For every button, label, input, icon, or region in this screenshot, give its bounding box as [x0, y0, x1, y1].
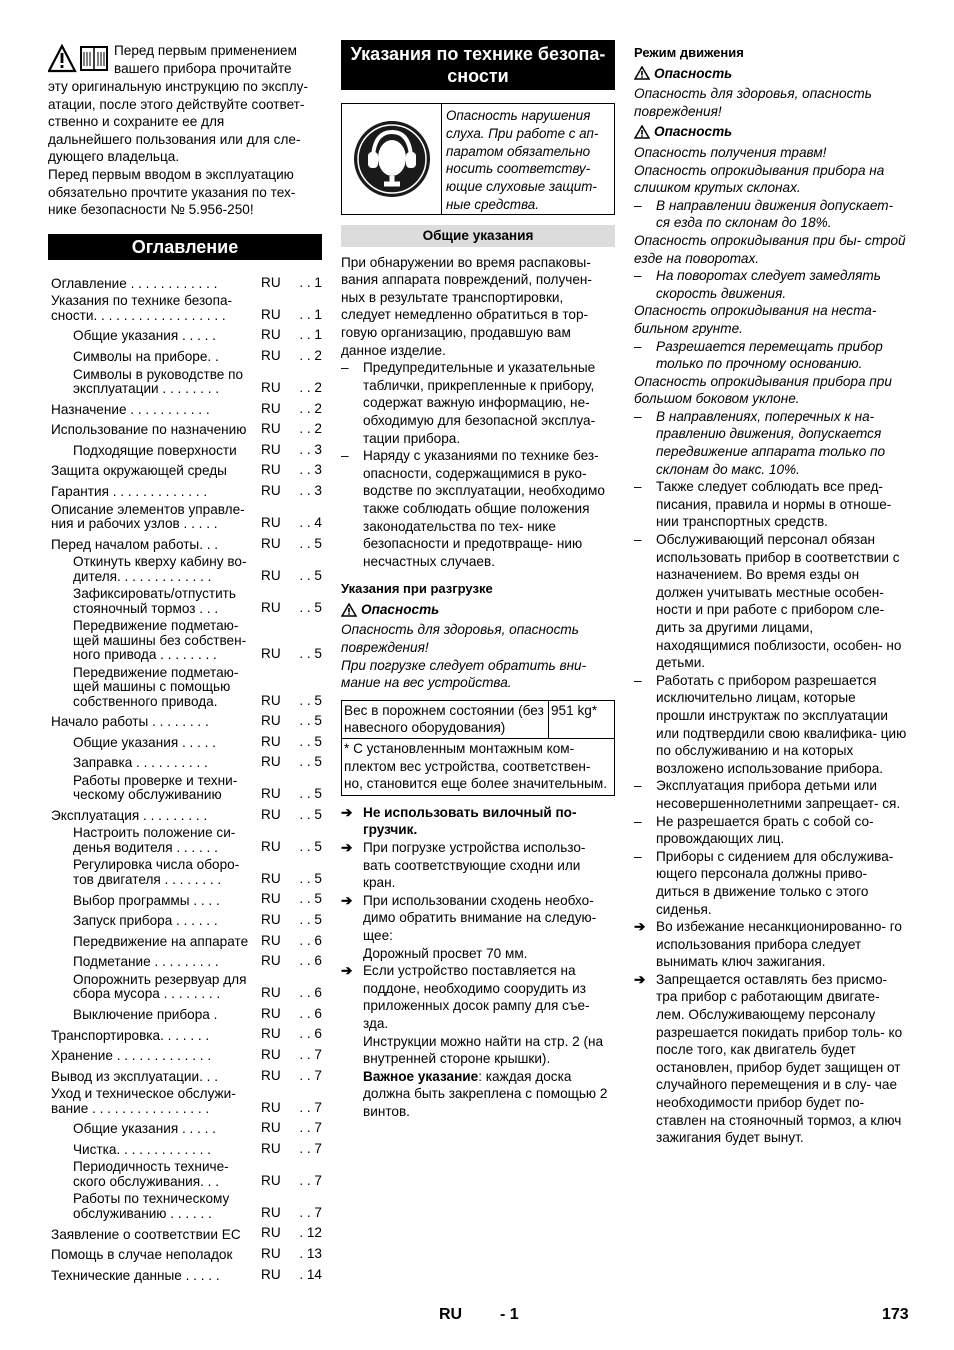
toc-entry[interactable] — [48, 909, 322, 930]
toc-entry-page: . . 7 — [299, 1120, 322, 1136]
toc-entry-page: . . 6 — [299, 953, 322, 969]
toc-entry-lang: RU — [261, 870, 281, 886]
toc-entry-title: Вывод из эксплуатации. . . — [51, 1068, 219, 1084]
toc-entry-page: . . 5 — [299, 806, 322, 822]
toc-entry-lang: RU — [261, 1026, 281, 1042]
toc-entry-lang: RU — [261, 806, 281, 822]
danger-label: Опасность — [634, 65, 908, 83]
toc-entry[interactable] — [48, 856, 322, 888]
toc-entry[interactable] — [48, 950, 322, 971]
toc-entry-lang: RU — [261, 462, 281, 478]
toc-entry-lang: RU — [261, 1047, 281, 1063]
toc-entry[interactable] — [48, 1222, 322, 1243]
toc-entry[interactable] — [48, 731, 322, 752]
toc-entry-title: Работы по техническому обслуживанию . . . . . . — [73, 1191, 230, 1221]
weight-table — [341, 700, 615, 796]
unload-heading: Указания при разгрузке — [341, 581, 493, 597]
toc-entry-title: Символы на приборе. . — [73, 349, 219, 365]
toc-entry-title: Настроить положение си- денья водителя . . . . . . — [73, 825, 236, 855]
toc-entry[interactable] — [48, 1044, 322, 1065]
toc-entry-title: Общие указания . . . . . — [73, 328, 216, 344]
toc-entry-page: . . 5 — [299, 713, 322, 729]
intro-line: обязательно прочтите указания по тех- — [48, 184, 296, 200]
warning-triangle-icon — [48, 44, 110, 74]
rules-list — [634, 408, 908, 918]
toc-entry-page: . . 4 — [299, 514, 322, 530]
list-item: – Работать с прибором разрешается исключительно лицам, которые прошли инструктаж по эксплуатации или подтвердили свою квалифика- цию по обслуживанию и на которых возложено использование прибора. — [634, 672, 907, 776]
toc-entry-page: . . 6 — [299, 1026, 322, 1042]
intro-block — [48, 42, 322, 219]
toc-entry[interactable] — [48, 272, 322, 293]
toc-entry-lang: RU — [261, 1246, 281, 1261]
toc-entry[interactable] — [48, 585, 322, 617]
toc-entry[interactable] — [48, 1264, 322, 1285]
list-item: – Не разрешается брать с собой со- провождающих лиц. — [634, 813, 874, 847]
toc-entry-page: . . 2 — [299, 421, 322, 437]
turn-list — [634, 267, 908, 302]
general-intro: При обнаружении во время распаковы- вания аппарата повреждений, получен- ных в результате транспортировки, следует немедленно обратиться в тор- говую организацию, продавшую вам данное изделие. — [341, 254, 592, 358]
toc-entry-title: Эксплуатация . . . . . . . . . — [51, 807, 208, 823]
toc-entry-page: . . 1 — [299, 327, 322, 343]
toc-entry-page: . . 2 — [299, 379, 322, 395]
intro-line: эту оригинальную инструкцию по эксплу- — [48, 79, 308, 94]
intro-line: дальнейшего пользования или для сле- — [48, 131, 301, 147]
toc-entry[interactable] — [48, 1023, 322, 1044]
unload-steps — [341, 804, 615, 1121]
toc-entry-page: . . 1 — [299, 274, 322, 290]
toc-entry-page: . . 5 — [299, 912, 322, 928]
toc-entry-lang: RU — [261, 1225, 281, 1241]
unload-note: При погрузке следует обратить вни- мание на вес устройства. — [341, 657, 587, 691]
general-heading: Общие указания — [341, 225, 615, 247]
toc-entry[interactable] — [48, 459, 322, 480]
toc-entry[interactable] — [48, 1003, 322, 1024]
toc-entry-lang: RU — [261, 482, 281, 498]
toc-entry-title: Хранение . . . . . . . . . . . . . — [51, 1048, 212, 1064]
driving-danger2-line: Опасность опрокидывания прибора на слишком крутых склонах. — [634, 162, 885, 196]
toc-entry-title: Опорожнить резервуар для сбора мусора . . . . . . . . — [73, 971, 247, 1002]
toc-entry-lang: RU — [261, 535, 281, 551]
toc-entry-title: Уход и техническое обслужи- вание . . . . . . . . . . . . . . . . — [51, 1086, 236, 1116]
toc-entry[interactable] — [48, 533, 322, 554]
toc-entry-title: Подметание . . . . . . . . . — [73, 954, 219, 970]
toc-entry[interactable] — [48, 617, 322, 664]
ear-protection-icon — [342, 104, 442, 214]
toc-entry-lang: RU — [261, 953, 281, 969]
safety-heading — [341, 40, 615, 90]
toc-entry[interactable] — [48, 1117, 322, 1138]
intro-line: дующего владельца. — [48, 149, 180, 165]
toc-entry[interactable] — [48, 553, 322, 585]
toc-entry-title: Чистка. . . . . . . . . . . . . — [73, 1141, 211, 1157]
toc-entry-page: . . 3 — [299, 441, 322, 457]
important-note: Важное указание: каждая доска должна быть закреплена с помощью 2 винтов. — [363, 1068, 608, 1119]
toc-entry-lang: RU — [261, 1005, 281, 1021]
instructions-ref: Инструкции можно найти на стр. 2 (на внутренней стороне крышки). — [363, 1033, 604, 1067]
intro-line: атации, после этого действуйте соответ- — [48, 96, 305, 112]
toc-entry-title: Помощь в случае неполадок — [51, 1247, 233, 1263]
toc-entry[interactable] — [48, 324, 322, 345]
toc-entry-page: . . 6 — [299, 1005, 322, 1021]
toc-entry[interactable] — [48, 664, 322, 711]
toc-entry-page: . . 7 — [299, 1204, 322, 1220]
weight-value: 951 kg* — [551, 702, 598, 718]
toc-entry-title: Откинуть кверху кабину во- дителя. . . . . . . . . . . . . — [73, 554, 247, 584]
toc-entry-title: Регулировка числа оборо- тов двигателя . . . . . . . . — [73, 857, 240, 887]
hearing-warning-text: Опасность нарушения слуха. При работе с ап- паратом обязательно носить соответству- ющие слуховые защит- ные средства. — [446, 108, 599, 212]
toc-entry-title: Начало работы . . . . . . . . — [51, 714, 209, 730]
weight-note: * С установленным монтажным ком- плектом вес устройства, соответствен- но, становится еще более значительным. — [344, 741, 608, 792]
list-item: ➔ Запрещается оставлять без присмо- тра прибор с работающим двигате- лем. Обслуживающему персоналу разрешается покидать прибор толь- ко после того, как двигатель будет остановлен, прибор будет защищен от случайного перемещения и в слу- чае необходимости прибор будет по- ставлен на стояночный тормоз, а ключ зажигания будет вынут. — [634, 971, 903, 1146]
toc-entry-lang: RU — [261, 786, 281, 802]
intro-line: ственно и сохраните ее для — [48, 114, 225, 130]
list-item: – Также следует соблюдать все пред- писания, правила и нормы в отноше- нии транспортных средств. — [634, 479, 892, 530]
toc-entry[interactable] — [48, 439, 322, 460]
left-column — [48, 40, 322, 1284]
general-list — [341, 359, 615, 570]
toc-entry-title: Передвижение подметаю- щей машины с помощью собственного привода. — [73, 664, 239, 709]
list-item: – Разрешается перемещать прибор только по прочному основанию. — [634, 338, 883, 372]
toc-entry-page: . . 5 — [299, 786, 322, 802]
side-danger: Опасность опрокидывания прибора при большом боковом уклоне. — [634, 373, 892, 407]
toc-entry-title: Работы проверке и техни- ческому обслуживанию — [73, 772, 238, 803]
list-item: – Предупредительные и указательные таблички, прикрепленные к прибору, содержат важную информацию, не- обходимую для безопасной эксплуа- тации прибора. — [341, 360, 596, 446]
toc-entry-page: . . 6 — [299, 932, 322, 948]
toc-entry-title: Периодичность техниче- ского обслуживания. . . — [73, 1159, 229, 1189]
toc-entry-lang: RU — [261, 646, 281, 661]
toc-entry[interactable] — [48, 1065, 322, 1086]
toc-entry-lang: RU — [261, 1172, 281, 1188]
danger-label: Опасность — [634, 123, 908, 141]
toc-entry-page: . . 5 — [299, 754, 322, 770]
toc-entry-lang: RU — [261, 932, 281, 948]
toc-entry-page: . . 3 — [299, 462, 322, 478]
toc-entry-page: . . 6 — [299, 985, 322, 1001]
toc-entry-title: Назначение . . . . . . . . . . . — [51, 401, 210, 417]
list-item: ➔ Если устройство поставляется на поддоне, необходимо соорудить из приложенных досок рампу для съе- зда. — [341, 963, 590, 1031]
toc-entry-lang: RU — [261, 347, 281, 363]
toc-entry-title: Зафиксировать/отпустить стояночный тормоз . . . — [73, 586, 236, 616]
turn-danger: Опасность опрокидывания при бы- строй езде на поворотах. — [634, 232, 906, 266]
toc-entry-title: Оглавление . . . . . . . . . . . . — [51, 275, 218, 291]
safety-heading-line1: Указания по технике безопа- — [350, 44, 606, 64]
toc-entry-lang: RU — [261, 891, 281, 907]
intro-line: вашего прибора прочитайте — [114, 60, 292, 76]
toc-entry[interactable] — [48, 366, 322, 398]
ground-danger: Опасность опрокидывания на неста- бильном грунте. — [634, 303, 877, 336]
toc-entry-lang: RU — [261, 1067, 281, 1083]
toc-entry-title: Описание элементов управле- ния и рабочих узлов . . . . . — [51, 501, 245, 531]
toc-heading: Оглавление — [48, 234, 322, 260]
driving-danger1-text: Опасность для здоровья, опасность повреждения! — [634, 86, 872, 119]
toc-entry-page: . 12 — [299, 1225, 322, 1241]
toc-entry-title: Передвижение подметаю- щей машины без собствен- ного привода . . . . . . . . — [73, 618, 247, 663]
toc-entry-title: Транспортировка. . . . . . . — [51, 1027, 210, 1043]
toc-entry[interactable] — [48, 971, 322, 1003]
toc-entry-title: Использование по назначению — [51, 422, 247, 438]
list-item: ➔ Не использовать вилочный по- грузчик. — [341, 804, 577, 838]
toc-entry-page: . . 7 — [299, 1172, 322, 1188]
weight-label: Вес в порожнем состоянии (без навесного оборудования) — [342, 701, 549, 738]
toc-entry-lang: RU — [261, 692, 281, 708]
toc-entry[interactable] — [48, 418, 322, 439]
toc-entry-lang: RU — [261, 421, 281, 437]
middle-column — [341, 40, 615, 1121]
toc-entry[interactable] — [48, 501, 322, 533]
toc-entry-lang: RU — [261, 985, 281, 1001]
driving-danger2-line: Опасность получения травм! — [634, 144, 827, 160]
toc-entry-page: . . 5 — [299, 599, 322, 615]
toc-entry-lang: RU — [261, 379, 281, 395]
list-item: – Наряду с указаниями по технике без- опасности, содержащимися в руко- водстве по эксплуатации, необходимо также соблюдать общие положения законодательства по тех- нике безопасности и предотвраще- нию несчастных случаев. — [341, 448, 605, 569]
list-item: – Обслуживающий персонал обязан использовать прибор в соответствии с назначением. Во время езды он должен учитывать местные особен- ности и при работе с прибором сле- дить за другими лицами, находящимися поблизости, особен- но детьми. — [634, 532, 902, 671]
toc-entry-lang: RU — [261, 599, 281, 615]
toc-entry-title: Подходящие поверхности — [73, 442, 237, 458]
danger-label: Опасность — [341, 601, 615, 619]
intro-line: Перед первым применением — [114, 43, 297, 58]
toc-entry-page: . 13 — [299, 1246, 322, 1261]
manual-book-icon — [81, 47, 107, 70]
toc-entry-title: Символы в руководстве по эксплуатации . . . . . . . . — [73, 366, 244, 397]
list-item: ➔ Во избежание несанкционированно- го использования прибора следует вынимать ключ зажигания. — [634, 919, 902, 970]
toc-entry-lang: RU — [261, 441, 281, 457]
toc-entry-page: . . 3 — [299, 482, 322, 498]
toc-entry-page: . . 5 — [299, 692, 322, 708]
toc-entry-lang: RU — [261, 1120, 281, 1136]
safety-heading-line2: сности — [447, 66, 509, 86]
toc-entry-title: Заявление о соответствии ЕС — [51, 1226, 241, 1242]
right-column — [634, 40, 908, 1147]
intro-line: нике безопасности № 5.956-250! — [48, 202, 254, 218]
toc-entry-lang: RU — [261, 1266, 281, 1282]
toc-entry-page: . . 2 — [299, 347, 322, 363]
toc-entry-lang: RU — [261, 400, 281, 416]
toc-entry-lang: RU — [261, 1140, 281, 1156]
toc-entry-page: . . 5 — [299, 733, 322, 749]
toc-entry-lang: RU — [261, 838, 281, 854]
toc-entry-lang: RU — [261, 1099, 281, 1115]
toc-entry[interactable] — [48, 804, 322, 825]
toc-entry-lang: RU — [261, 274, 281, 290]
toc-entry-lang: RU — [261, 514, 281, 530]
toc-entry-page: . . 5 — [299, 870, 322, 886]
toc-entry-title: Передвижение на аппарате — [73, 933, 249, 949]
toc-entry-page: . . 1 — [299, 306, 322, 322]
footer-section-page: - 1 — [500, 1306, 519, 1323]
toc-entry-title: Общие указания . . . . . — [73, 1121, 216, 1137]
toc-entry-page: . . 5 — [299, 838, 322, 854]
list-item: – В направлениях, поперечных к на- правлению движения, допускается передвижение аппарата только по склонам до макс. 10%. — [634, 408, 886, 477]
toc-entry-lang: RU — [261, 1204, 281, 1220]
toc-entry-title: Технические данные . . . . . — [51, 1267, 220, 1283]
toc-entry[interactable] — [48, 398, 322, 419]
toc-entry-lang: RU — [261, 713, 281, 729]
toc-entry-page: . . 7 — [299, 1067, 322, 1083]
toc-entry-page: . . 5 — [299, 535, 322, 551]
driving-heading: Режим движения — [634, 45, 744, 60]
toc-entry-page: . . 5 — [299, 891, 322, 907]
toc-entry-title: Указания по технике безопа- сности. . . . . . . . . . . . . . . . . . — [51, 293, 233, 323]
ground-list — [634, 338, 908, 373]
toc-entry[interactable] — [48, 480, 322, 501]
toc-entry[interactable] — [48, 1085, 322, 1117]
toc-entry-title: Общие указания . . . . . — [73, 734, 216, 750]
toc-entry-title: Гарантия . . . . . . . . . . . . . — [51, 484, 208, 499]
toc-entry[interactable] — [48, 292, 322, 324]
warning-triangle-icon — [634, 66, 650, 80]
toc-entry-lang: RU — [261, 912, 281, 928]
unload-danger-text: Опасность для здоровья, опасность повреждения! — [341, 622, 579, 656]
toc-entry-title: Выключение прибора . — [73, 1006, 218, 1022]
toc-entry[interactable] — [48, 1138, 322, 1159]
toc-entry-title: Защита окружающей среды — [51, 463, 227, 479]
hearing-warning-box — [341, 103, 615, 215]
toc-entry[interactable] — [48, 1158, 322, 1190]
toc-entry-lang: RU — [261, 733, 281, 749]
toc-entry-page: . . 5 — [299, 567, 322, 583]
toc-entry[interactable] — [48, 1190, 322, 1222]
toc-entry-lang: RU — [261, 567, 281, 583]
warning-triangle-icon — [341, 603, 357, 617]
toc-entry-title: Перед началом работы. . . — [51, 536, 219, 552]
toc-entry-lang: RU — [261, 754, 281, 770]
intro-line: Перед первым вводом в эксплуатацию — [48, 166, 294, 182]
slope-list — [634, 197, 908, 232]
list-item: – Приборы с сидением для обслужива- ющего персонала должны приво- диться в движение только с этого сиденья. — [634, 848, 894, 917]
toc-entry[interactable] — [48, 710, 322, 731]
clearance-text: Дорожный просвет 70 мм. — [363, 945, 528, 961]
toc-entry-page: . . 7 — [299, 1047, 322, 1063]
toc-entry[interactable] — [48, 888, 322, 909]
driving-arrow-list — [634, 918, 908, 1147]
toc-entry-lang: RU — [261, 327, 281, 343]
toc-entry-page: . . 7 — [299, 1099, 322, 1115]
table-of-contents — [48, 272, 322, 1284]
toc-entry-title: Запуск прибора . . . . . . — [73, 913, 218, 929]
warning-triangle-icon — [634, 125, 650, 139]
toc-entry-title: Выбор программы . . . . — [73, 892, 220, 908]
toc-entry[interactable] — [48, 772, 322, 804]
toc-entry-page: . . 7 — [299, 1140, 322, 1156]
list-item: ➔ При использовании сходень необхо- димо обратить внимание на следую- щее: — [341, 892, 597, 943]
toc-entry-page: . . 2 — [299, 400, 322, 416]
footer-page-number: 173 — [882, 1306, 909, 1323]
list-item: – Эксплуатация прибора детьми или несовершеннолетними запрещает- ся. — [634, 778, 901, 811]
toc-entry[interactable] — [48, 345, 322, 366]
toc-entry-page: . . 5 — [299, 646, 322, 661]
warning-manual-icons — [48, 44, 110, 78]
toc-entry[interactable] — [48, 824, 322, 856]
toc-entry-title: Заправка . . . . . . . . . . — [73, 755, 208, 771]
toc-entry[interactable] — [48, 1243, 322, 1264]
toc-entry-page: . 14 — [299, 1266, 322, 1282]
toc-entry[interactable] — [48, 751, 322, 772]
list-item: ➔ При погрузке устройства использо- вать соответствующие сходни или кран. — [341, 840, 586, 891]
list-item: – В направлении движения допускает- ся езда по склонам до 18%. — [634, 197, 894, 231]
toc-entry-lang: RU — [261, 306, 281, 322]
toc-entry[interactable] — [48, 930, 322, 951]
footer-lang: RU — [439, 1306, 463, 1323]
list-item: – На поворотах следует замедлять скорость движения. — [634, 268, 881, 301]
